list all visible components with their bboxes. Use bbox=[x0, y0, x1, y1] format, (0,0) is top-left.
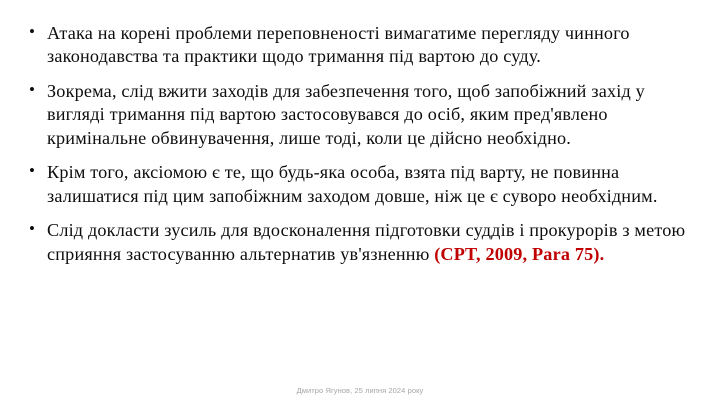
citation-reference: (CPT, 2009, Para 75). bbox=[434, 243, 605, 264]
bullet-text-2: Зокрема, слід вжити заходів для забезпечення того, щоб запобіжний захід у вигляді тримання під вартою застосовувався до осіб, яким пред'явлено кримінальне обвинувачення, лише тоді, коли це дійсно необхідно. bbox=[47, 80, 645, 148]
list-item bbox=[26, 161, 698, 208]
list-item bbox=[26, 80, 698, 150]
slide-body bbox=[26, 22, 698, 266]
slide-footer: Дмитро Ягунов, 25 липня 2024 року bbox=[296, 386, 424, 395]
bullet-text-3: Крім того, аксіомою є те, що будь-яка особа, взята під варту, не повинна залишатися під цим запобіжним заходом довше, ніж це є суворо необхідним. bbox=[47, 162, 658, 206]
bullet-list bbox=[26, 22, 698, 266]
list-item bbox=[26, 219, 698, 266]
bullet-text-4: Слід докласти зусиль для вдосконалення підготовки суддів і прокурорів з метою сприяння застосуванню альтернатив ув'язненню bbox=[47, 220, 686, 264]
list-item bbox=[26, 22, 698, 69]
bullet-text-1: Атака на корені проблеми переповненості вимагатиме перегляду чинного законодавства та практики щодо тримання під вартою до суду. bbox=[47, 23, 630, 67]
